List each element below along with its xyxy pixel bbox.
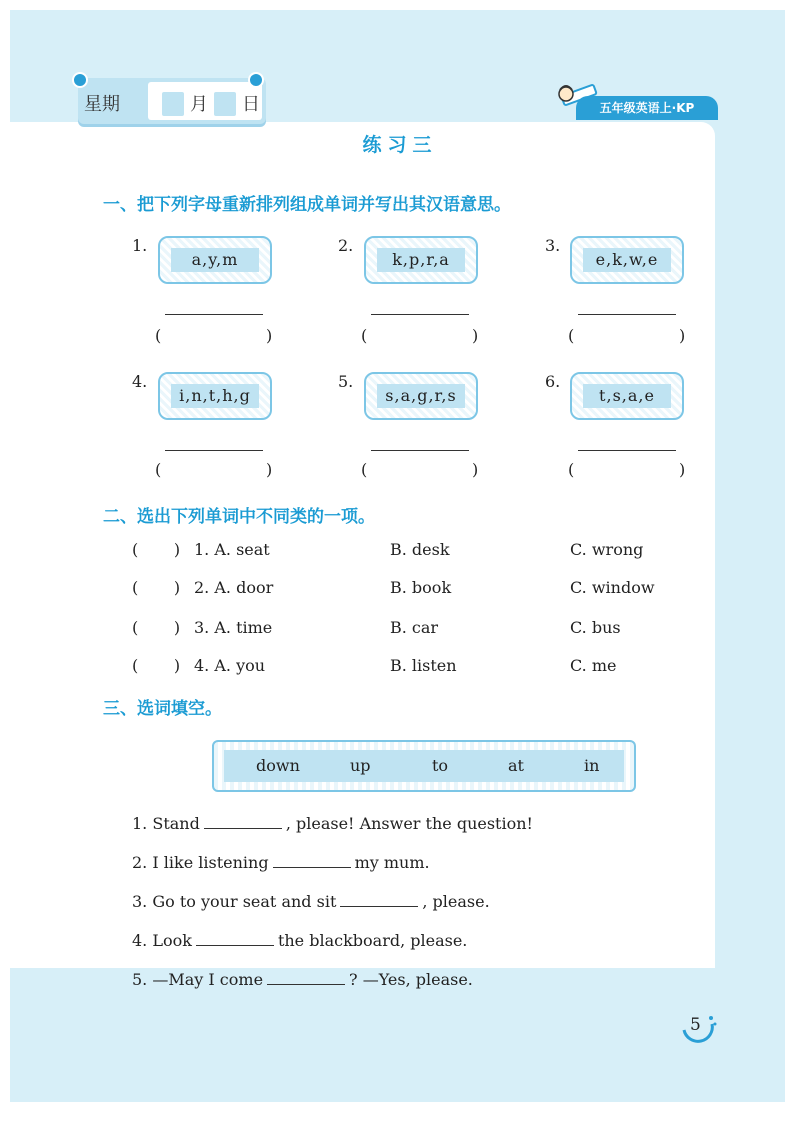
letters: s,a,g,r,s [377, 384, 465, 408]
letter-frame [158, 372, 272, 420]
fill-blank[interactable] [204, 814, 282, 829]
option-b: B. car [390, 618, 439, 637]
answer-paren[interactable]: ( ) [132, 578, 181, 597]
answer-paren[interactable]: ( ) [132, 540, 181, 559]
letters: t,s,a,e [583, 384, 671, 408]
answer-line[interactable] [371, 450, 469, 451]
item-number: 4. [132, 372, 148, 391]
word-option: up [350, 756, 371, 775]
sentence-suffix: the blackboard, please. [277, 931, 468, 950]
sentence-prefix: 4. Look [132, 931, 192, 950]
option-c: C. window [570, 578, 655, 597]
sentence-2 [132, 853, 430, 872]
paren-close: ) [266, 326, 273, 345]
paren-open: ( [568, 460, 575, 479]
page-number: 5 [690, 1015, 701, 1035]
word-option: down [256, 756, 300, 775]
weekday-box [122, 92, 144, 116]
paren-open: ( [155, 326, 162, 345]
item-number: 1. [132, 236, 148, 255]
letters: e,k,w,e [583, 248, 671, 272]
option-c: C. bus [570, 618, 621, 637]
day-label: 日 [242, 94, 260, 115]
sentence-suffix: my mum. [354, 853, 430, 872]
sentence-suffix: , please! Answer the question! [285, 814, 533, 833]
sentence-4 [132, 931, 467, 950]
word-bank-inner [224, 750, 624, 782]
answer-line[interactable] [371, 314, 469, 315]
option-a: 1. A. seat [194, 540, 270, 559]
option-a: 2. A. door [194, 578, 274, 597]
word-bank [212, 740, 636, 792]
item-number: 2. [338, 236, 354, 255]
paren-close: ) [266, 460, 273, 479]
grade-label: 五年级英语上·KP [576, 96, 718, 120]
answer-line[interactable] [578, 450, 676, 451]
section3-heading: 三、选词填空。 [103, 699, 222, 719]
day-box [214, 92, 236, 116]
letters: a,y,m [171, 248, 259, 272]
paren-open: ( [568, 326, 575, 345]
sentence-prefix: 2. I like listening [132, 853, 269, 872]
item-number: 6. [545, 372, 561, 391]
paren-open: ( [361, 460, 368, 479]
fill-blank[interactable] [340, 892, 418, 907]
fill-blank[interactable] [196, 931, 274, 946]
option-a: 4. A. you [194, 656, 266, 675]
paren-close: ) [472, 326, 479, 345]
paren-open: ( [361, 326, 368, 345]
pin-icon [72, 72, 88, 88]
sentence-prefix: 3. Go to your seat and sit [132, 892, 337, 911]
letter-frame [158, 236, 272, 284]
word-option: to [432, 756, 449, 775]
section2-heading: 二、选出下列单词中不同类的一项。 [103, 507, 375, 527]
answer-paren[interactable]: ( ) [132, 618, 181, 637]
sentence-1 [132, 814, 533, 833]
answer-paren[interactable]: ( ) [132, 656, 181, 675]
answer-line[interactable] [165, 314, 263, 315]
option-c: C. me [570, 656, 617, 675]
paren-close: ) [472, 460, 479, 479]
fill-blank[interactable] [267, 970, 345, 985]
sentence-5 [132, 970, 473, 989]
item-number: 3. [545, 236, 561, 255]
word-option: at [508, 756, 524, 775]
sentence-suffix: , please. [422, 892, 490, 911]
option-b: B. book [390, 578, 452, 597]
answer-line[interactable] [578, 314, 676, 315]
paren-open: ( [155, 460, 162, 479]
letter-frame [570, 372, 684, 420]
sentence-3 [132, 892, 490, 911]
paren-close: ) [679, 326, 686, 345]
letters: i,n,t,h,g [171, 384, 259, 408]
word-option: in [584, 756, 600, 775]
sentence-prefix: 5. —May I come [132, 970, 264, 989]
section1-heading: 一、把下列字母重新排列组成单词并写出其汉语意思。 [103, 195, 511, 215]
sentence-suffix: ? —Yes, please. [349, 970, 473, 989]
sentence-prefix: 1. Stand [132, 814, 200, 833]
card-left-panel [10, 122, 110, 968]
option-b: B. desk [390, 540, 450, 559]
weekday-label: 星期 [84, 94, 120, 115]
option-b: B. listen [390, 656, 457, 675]
letters: k,p,r,a [377, 248, 465, 272]
paren-close: ) [679, 460, 686, 479]
page-title: 练习三 [362, 134, 438, 156]
pin-icon [248, 72, 264, 88]
fill-blank[interactable] [273, 853, 351, 868]
letter-frame [364, 236, 478, 284]
month-box [162, 92, 184, 116]
letter-frame [570, 236, 684, 284]
answer-line[interactable] [165, 450, 263, 451]
option-a: 3. A. time [194, 618, 273, 637]
option-c: C. wrong [570, 540, 644, 559]
letter-frame [364, 372, 478, 420]
item-number: 5. [338, 372, 354, 391]
month-label: 月 [190, 94, 208, 115]
